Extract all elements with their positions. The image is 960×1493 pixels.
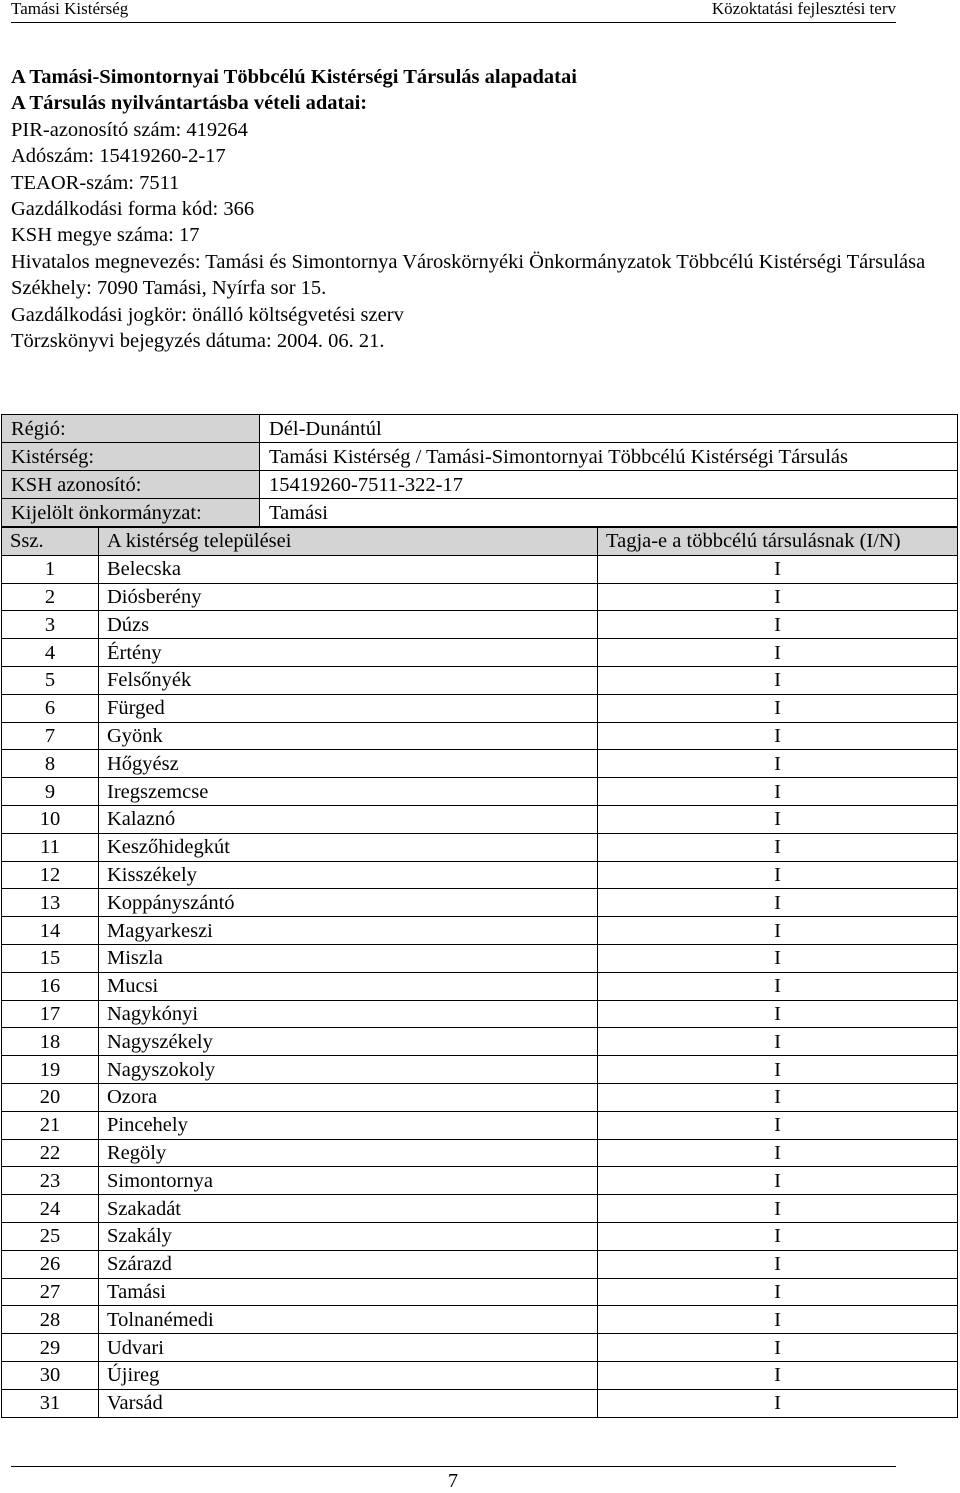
- membership-value: I: [598, 889, 958, 917]
- info-row-municipality: [2, 499, 958, 527]
- settlement-name: Varsád: [99, 1389, 598, 1417]
- membership-value: I: [598, 611, 958, 639]
- membership-value: I: [598, 1056, 958, 1084]
- settlement-name: Keszőhidegkút: [99, 833, 598, 861]
- membership-value: I: [598, 1083, 958, 1111]
- settlement-name: Dúzs: [99, 611, 598, 639]
- table-row: [2, 1111, 958, 1139]
- row-number: 2: [2, 583, 99, 611]
- info-value: Tamási: [260, 499, 958, 527]
- row-number: 4: [2, 639, 99, 667]
- membership-value: I: [598, 1250, 958, 1278]
- settlement-name: Tolnanémedi: [99, 1306, 598, 1334]
- jurisdiction: Gazdálkodási jogkör: önálló költségvetési szerv: [11, 303, 404, 326]
- membership-value: I: [598, 555, 958, 583]
- settlement-name: Regöly: [99, 1139, 598, 1167]
- row-number: 7: [2, 722, 99, 750]
- section-subtitle: A Társulás nyilvántartásba vételi adatai:: [11, 92, 368, 115]
- membership-value: I: [598, 583, 958, 611]
- membership-value: I: [598, 1278, 958, 1306]
- info-label: Kijelölt önkormányzat:: [2, 499, 260, 527]
- table-row: [2, 555, 958, 583]
- membership-value: I: [598, 1139, 958, 1167]
- table-row: [2, 944, 958, 972]
- membership-value: I: [598, 972, 958, 1000]
- teaor-number: TEAOR-szám: 7511: [11, 171, 180, 194]
- row-number: 23: [2, 1167, 99, 1195]
- info-value: Tamási Kistérség / Tamási-Simontornyai Többcélú Kistérségi Társulás: [260, 443, 958, 471]
- membership-value: I: [598, 722, 958, 750]
- settlement-name: Udvari: [99, 1334, 598, 1362]
- settlement-name: Kisszékely: [99, 861, 598, 889]
- table-header-row: [2, 528, 958, 556]
- membership-value: I: [598, 666, 958, 694]
- membership-value: I: [598, 778, 958, 806]
- footer-divider: [11, 1466, 896, 1467]
- settlements-table: [1, 527, 958, 1418]
- row-number: 24: [2, 1195, 99, 1223]
- table-row: [2, 1334, 958, 1362]
- info-row-ksh-id: [2, 471, 958, 499]
- table-row: [2, 889, 958, 917]
- info-label: Régió:: [2, 415, 260, 443]
- row-number: 30: [2, 1361, 99, 1389]
- settlement-name: Hőgyész: [99, 750, 598, 778]
- membership-value: I: [598, 1222, 958, 1250]
- page-header: [11, 0, 896, 23]
- membership-value: I: [598, 805, 958, 833]
- info-label: Kistérség:: [2, 443, 260, 471]
- membership-value: I: [598, 861, 958, 889]
- membership-value: I: [598, 1195, 958, 1223]
- table-row: [2, 805, 958, 833]
- settlement-name: Diósberény: [99, 583, 598, 611]
- settlement-name: Tamási: [99, 1278, 598, 1306]
- row-number: 1: [2, 555, 99, 583]
- table-row: [2, 1056, 958, 1084]
- membership-value: I: [598, 917, 958, 945]
- section-title: A Tamási-Simontornyai Többcélú Kistérségi Társulás alapadatai: [11, 66, 577, 88]
- membership-value: I: [598, 1000, 958, 1028]
- table-row: [2, 1195, 958, 1223]
- settlement-name: Újireg: [99, 1361, 598, 1389]
- table-row: [2, 1028, 958, 1056]
- settlement-name: Mucsi: [99, 972, 598, 1000]
- row-number: 21: [2, 1111, 99, 1139]
- settlement-name: Szárazd: [99, 1250, 598, 1278]
- membership-value: I: [598, 694, 958, 722]
- row-number: 11: [2, 833, 99, 861]
- settlement-name: Pincehely: [99, 1111, 598, 1139]
- table-row: [2, 583, 958, 611]
- table-row: [2, 1361, 958, 1389]
- membership-value: I: [598, 1389, 958, 1417]
- seat: Székhely: 7090 Tamási, Nyírfa sor 15.: [11, 277, 327, 300]
- header-left-title: Tamási Kistérség: [11, 0, 129, 18]
- row-number: 17: [2, 1000, 99, 1028]
- table-row: [2, 611, 958, 639]
- settlement-name: Nagykónyi: [99, 1000, 598, 1028]
- settlement-name: Koppányszántó: [99, 889, 598, 917]
- settlement-name: Nagyszokoly: [99, 1056, 598, 1084]
- row-number: 8: [2, 750, 99, 778]
- table-row: [2, 972, 958, 1000]
- table-row: [2, 1139, 958, 1167]
- header-right-title: Közoktatási fejlesztési terv: [711, 0, 896, 18]
- table-row: [2, 1389, 958, 1417]
- settlement-name: Simontornya: [99, 1167, 598, 1195]
- table-row: [2, 1083, 958, 1111]
- info-row-region: [2, 415, 958, 443]
- column-header-membership: Tagja-e a többcélú társulásnak (I/N): [598, 528, 958, 556]
- settlement-name: Felsőnyék: [99, 666, 598, 694]
- row-number: 26: [2, 1250, 99, 1278]
- table-row: [2, 1306, 958, 1334]
- membership-value: I: [598, 750, 958, 778]
- settlement-name: Értény: [99, 639, 598, 667]
- info-value: 15419260-7511-322-17: [260, 471, 958, 499]
- row-number: 18: [2, 1028, 99, 1056]
- settlement-name: Szakadát: [99, 1195, 598, 1223]
- column-header-settlement: A kistérség települései: [99, 528, 598, 556]
- table-row: [2, 1167, 958, 1195]
- info-label: KSH azonosító:: [2, 471, 260, 499]
- row-number: 9: [2, 778, 99, 806]
- row-number: 19: [2, 1056, 99, 1084]
- row-number: 25: [2, 1222, 99, 1250]
- table-row: [2, 1278, 958, 1306]
- info-value: Dél-Dunántúl: [260, 415, 958, 443]
- table-row: [2, 861, 958, 889]
- settlement-name: Fürged: [99, 694, 598, 722]
- row-number: 10: [2, 805, 99, 833]
- row-number: 3: [2, 611, 99, 639]
- row-number: 6: [2, 694, 99, 722]
- table-row: [2, 833, 958, 861]
- membership-value: I: [598, 944, 958, 972]
- settlement-name: Ozora: [99, 1083, 598, 1111]
- settlement-name: Szakály: [99, 1222, 598, 1250]
- table-row: [2, 778, 958, 806]
- pir-id: PIR-azonosító szám: 419264: [11, 118, 248, 141]
- settlement-name: Kalaznó: [99, 805, 598, 833]
- row-number: 15: [2, 944, 99, 972]
- row-number: 12: [2, 861, 99, 889]
- row-number: 28: [2, 1306, 99, 1334]
- settlement-name: Iregszemcse: [99, 778, 598, 806]
- tax-number: Adószám: 15419260-2-17: [11, 145, 226, 168]
- table-row: [2, 1000, 958, 1028]
- membership-value: I: [598, 1361, 958, 1389]
- info-row-subregion: [2, 443, 958, 471]
- membership-value: I: [598, 1028, 958, 1056]
- registration-date: Törzskönyvi bejegyzés dátuma: 2004. 06. 21.: [11, 330, 385, 353]
- table-row: [2, 1222, 958, 1250]
- table-row: [2, 694, 958, 722]
- column-header-number: Ssz.: [2, 528, 99, 556]
- settlement-name: Gyönk: [99, 722, 598, 750]
- row-number: 20: [2, 1083, 99, 1111]
- row-number: 5: [2, 666, 99, 694]
- row-number: 29: [2, 1334, 99, 1362]
- info-table: [1, 414, 958, 527]
- table-row: [2, 750, 958, 778]
- table-row: [2, 639, 958, 667]
- settlement-name: Miszla: [99, 944, 598, 972]
- membership-value: I: [598, 1167, 958, 1195]
- table-row: [2, 917, 958, 945]
- business-form-code: Gazdálkodási forma kód: 366: [11, 198, 255, 221]
- settlement-name: Belecska: [99, 555, 598, 583]
- row-number: 16: [2, 972, 99, 1000]
- membership-value: I: [598, 1306, 958, 1334]
- row-number: 27: [2, 1278, 99, 1306]
- membership-value: I: [598, 1111, 958, 1139]
- ksh-county-number: KSH megye száma: 17: [11, 224, 200, 247]
- table-row: [2, 666, 958, 694]
- row-number: 13: [2, 889, 99, 917]
- intro-section: [11, 64, 941, 354]
- settlement-name: Nagyszékely: [99, 1028, 598, 1056]
- table-row: [2, 722, 958, 750]
- row-number: 22: [2, 1139, 99, 1167]
- membership-value: I: [598, 833, 958, 861]
- page-number: 7: [448, 1470, 458, 1492]
- official-name: Hivatalos megnevezés: Tamási és Simontornya Városkörnyéki Önkormányzatok Többcélú Kistérségi Társulása: [11, 250, 926, 273]
- row-number: 14: [2, 917, 99, 945]
- membership-value: I: [598, 639, 958, 667]
- row-number: 31: [2, 1389, 99, 1417]
- table-row: [2, 1250, 958, 1278]
- settlement-name: Magyarkeszi: [99, 917, 598, 945]
- membership-value: I: [598, 1334, 958, 1362]
